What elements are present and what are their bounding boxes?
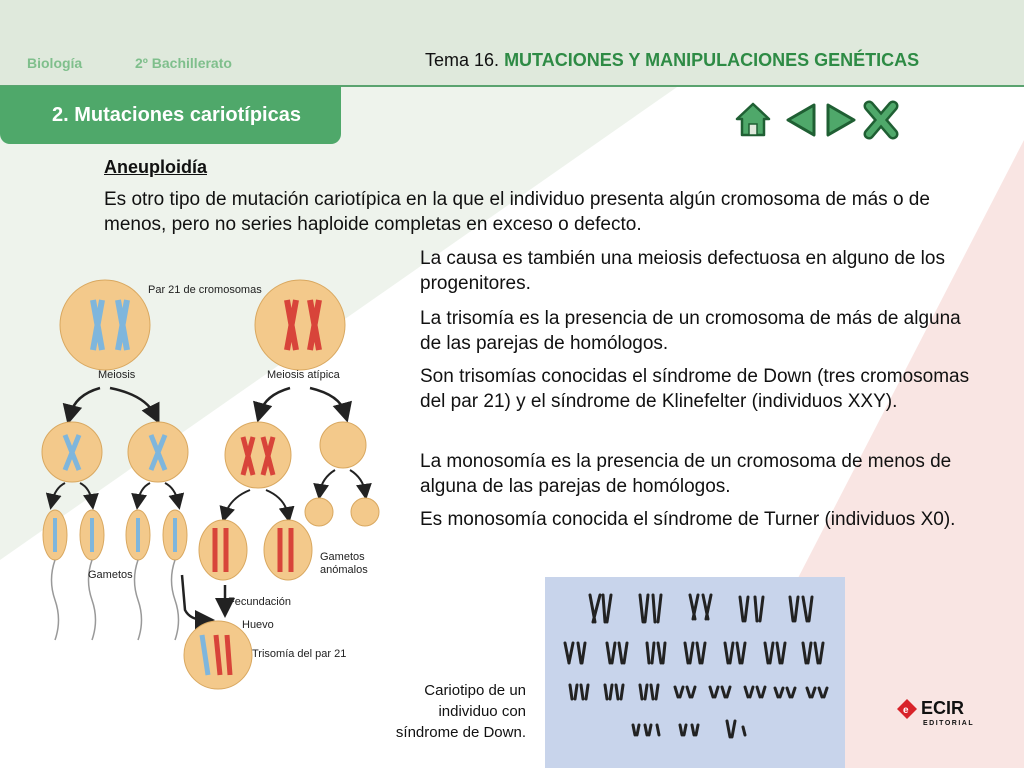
karyotype-caption bbox=[360, 680, 526, 743]
caption-line-3: síndrome de Down. bbox=[395, 724, 526, 741]
label-trisomia: Trisomía del par 21 bbox=[252, 648, 347, 660]
paragraph-monosomy: La monosomía es la presencia de un cromosoma de menos de alguna de las parejas de homólogos. bbox=[420, 451, 952, 497]
topic-title bbox=[425, 50, 919, 71]
paragraph-cause: La causa es también una meiosis defectuosa en alguno de los progenitores. bbox=[420, 248, 945, 294]
parent-cell-atypical bbox=[255, 280, 345, 370]
subheading-aneuploidia: Aneuploidía bbox=[104, 157, 207, 177]
logo-sub: EDITORIAL bbox=[923, 720, 975, 727]
caption-line-1: Cariotipo de un bbox=[424, 682, 526, 699]
label-meiosis-atipica: Meiosis atípica bbox=[267, 369, 340, 381]
header-bar bbox=[0, 0, 1024, 87]
previous-icon[interactable] bbox=[782, 100, 820, 140]
topic-prefix: Tema 16. bbox=[425, 50, 500, 70]
section-title: 2. Mutaciones cariotípicas bbox=[52, 104, 301, 126]
down-karyotype-image bbox=[545, 577, 845, 768]
section-tab bbox=[0, 86, 341, 144]
paragraph-turner: Es monosomía conocida el síndrome de Turner (individuos X0). bbox=[420, 509, 956, 530]
caption-line-2: individuo con bbox=[438, 703, 526, 720]
subject-label: Biología bbox=[27, 55, 83, 71]
label-meiosis: Meiosis bbox=[98, 369, 136, 381]
home-icon[interactable] bbox=[734, 100, 772, 140]
topic-name: MUTACIONES Y MANIPULACIONES GENÉTICAS bbox=[504, 50, 920, 70]
intro-paragraph: Es otro tipo de mutación cariotípica en la que el individuo presenta algún cromosoma de más o de menos, pero no series haploide completas en exceso o defecto. bbox=[104, 189, 930, 235]
next-icon[interactable] bbox=[822, 100, 860, 140]
label-gametos: Gametos bbox=[88, 569, 133, 581]
course-label: 2º Bachillerato bbox=[135, 55, 232, 71]
svg-text:e: e bbox=[903, 705, 909, 716]
paragraph-trisomy-examples: Son trisomías conocidas el síndrome de Down (tres cromosomas del par 21) y el síndrome de Klinefelter (individuos XXY). bbox=[420, 366, 970, 412]
paragraph-trisomy: La trisomía es la presencia de un cromosoma de más de alguna de las parejas de homólogos. bbox=[420, 308, 961, 354]
label-gametos-anomalos-1: Gametos bbox=[320, 551, 365, 563]
close-icon[interactable] bbox=[862, 100, 900, 140]
parent-cell-normal bbox=[60, 280, 150, 370]
ecir-editorial-logo bbox=[895, 697, 990, 729]
label-par21: Par 21 de cromosomas bbox=[148, 284, 262, 296]
label-huevo: Huevo bbox=[242, 619, 274, 631]
label-gametos-anomalos-2: anómalos bbox=[320, 564, 368, 576]
meiosis-diagram bbox=[30, 270, 400, 710]
label-fecundacion: Fecundación bbox=[228, 596, 291, 608]
logo-name: ECIR bbox=[921, 698, 965, 718]
